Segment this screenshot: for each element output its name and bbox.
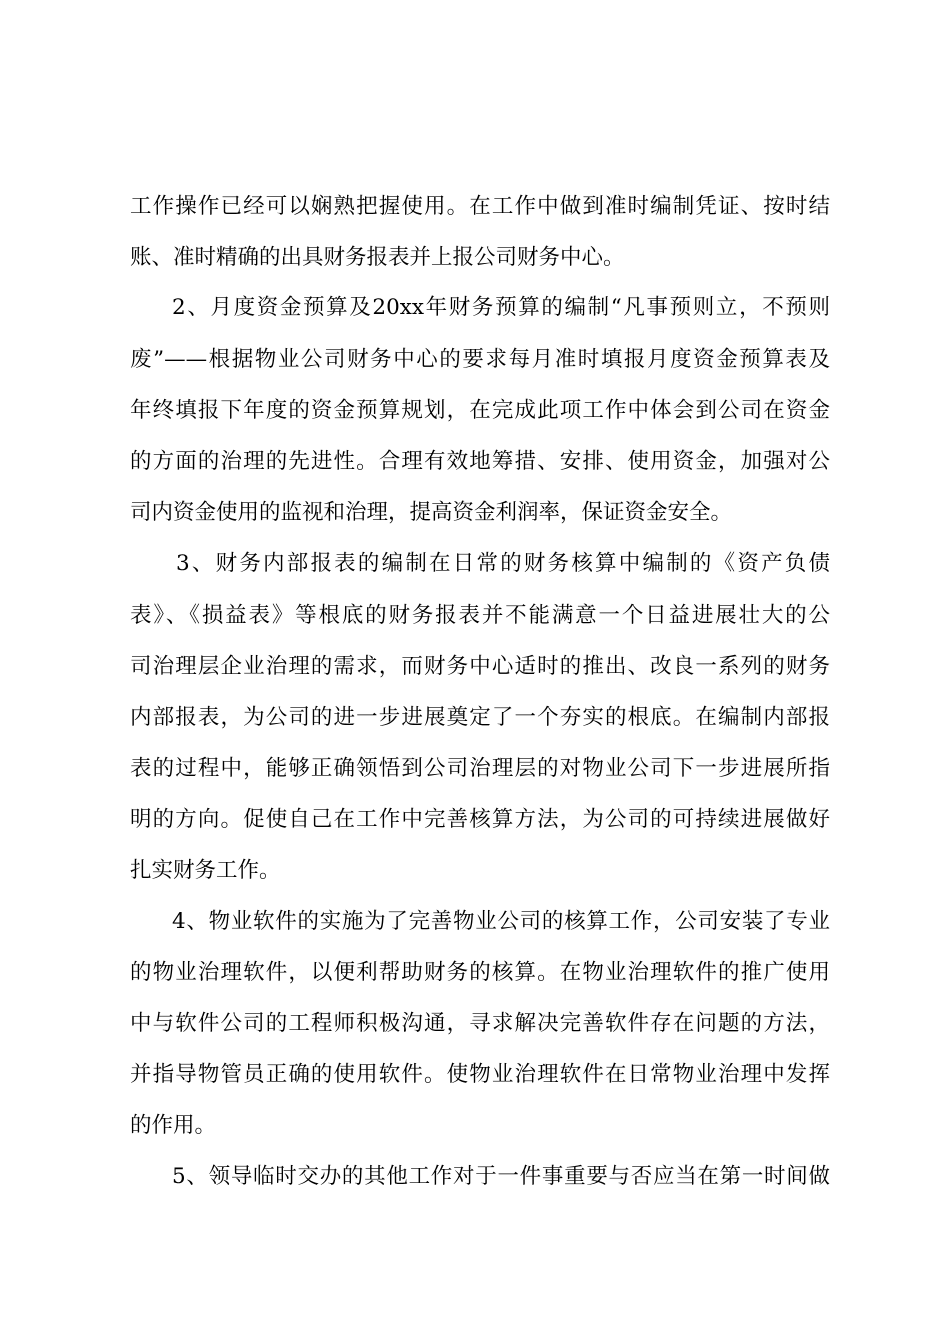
text-line: 内部报表，为公司的进一步进展奠定了一个夯实的根底。在编制内部报 — [130, 705, 830, 730]
text-line: 的物业治理软件，以便利帮助财务的核算。在物业治理软件的推广使用 — [130, 960, 830, 985]
text-line: 明的方向。促使自己在工作中完善核算方法，为公司的可持续进展做好 — [130, 807, 830, 832]
text-line: 3、财务内部报表的编制在日常的财务核算中编制的《资产负债 — [176, 551, 830, 576]
text-line: 司内资金使用的监视和治理，提高资金利润率，保证资金安全。 — [130, 500, 733, 525]
text-line: 2、月度资金预算及20xx年财务预算的编制“凡事预则立，不预则 — [172, 295, 830, 320]
text-line: 的方面的治理的先进性。合理有效地筹措、安排、使用资金，加强对公 — [130, 449, 830, 474]
text-line: 并指导物管员正确的使用软件。使物业治理软件在日常物业治理中发挥 — [130, 1062, 830, 1087]
text-line: 中与软件公司的工程师积极沟通，寻求解决完善软件存在问题的方法， — [130, 1011, 830, 1036]
text-line: 废”——根据物业公司财务中心的要求每月准时填报月度资金预算表及 — [130, 347, 830, 372]
text-line: 表的过程中，能够正确领悟到公司治理层的对物业公司下一步进展所指 — [130, 756, 830, 781]
text-line: 年终填报下年度的资金预算规划，在完成此项工作中体会到公司在资金 — [130, 398, 830, 423]
text-line: 账、准时精确的出具财务报表并上报公司财务中心。 — [130, 245, 625, 270]
text-line: 表》、《损益表》等根底的财务报表并不能满意一个日益进展壮大的公 — [130, 603, 830, 628]
text-line: 工作操作已经可以娴熟把握使用。在工作中做到准时编制凭证、按时结 — [130, 194, 830, 219]
text-line: 5、领导临时交办的其他工作对于一件事重要与否应当在第一时间做 — [172, 1164, 830, 1189]
text-line: 的作用。 — [130, 1113, 217, 1138]
text-line: 4、物业软件的实施为了完善物业公司的核算工作，公司安装了专业 — [172, 909, 830, 934]
text-line: 司治理层企业治理的需求，而财务中心适时的推出、改良一系列的财务 — [130, 654, 830, 679]
text-line: 扎实财务工作。 — [130, 858, 281, 883]
